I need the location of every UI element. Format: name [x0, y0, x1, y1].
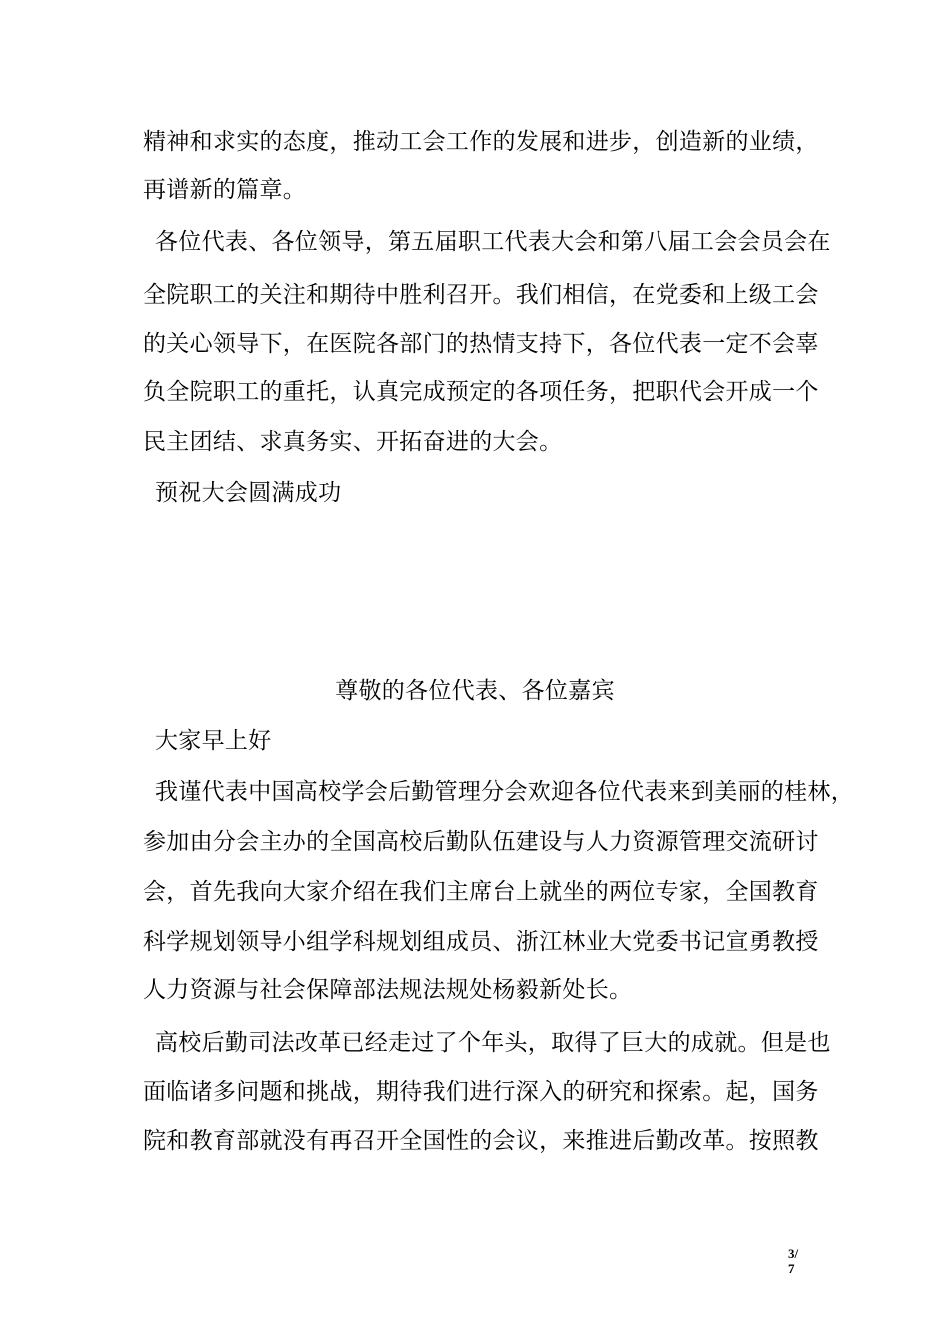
paragraph-line: 参加由分会主办的全国高校后勤队伍建设与人力资源管理交流研讨	[143, 829, 819, 855]
paragraph-line: 精神和求实的态度，推动工会工作的发展和进步，创造新的业绩，	[143, 129, 819, 155]
paragraph-line: 会，首先我向大家介绍在我们主席台上就坐的两位专家，全国教育	[143, 879, 819, 905]
paragraph-line: 科学规划领导小组学科规划组成员、浙江林业大党委书记宣勇教授	[143, 929, 819, 955]
greeting-line: 大家早上好	[155, 728, 272, 754]
paragraph-line: 面临诸多问题和挑战，期待我们进行深入的研究和探索。起，国务	[143, 1079, 819, 1105]
paragraph-line: 负全院职工的重托，认真完成预定的各项任务，把职代会开成一个	[143, 379, 819, 405]
page-number-top: 3/	[788, 1246, 799, 1261]
page-number-bottom: 7	[788, 1261, 795, 1276]
paragraph-line: 人力资源与社会保障部法规法规处杨毅新处长。	[143, 977, 633, 1003]
paragraph-line: 我谨代表中国高校学会后勤管理分会欢迎各位代表来到美丽的桂林，	[155, 779, 854, 805]
paragraph-line: 的关心领导下，在医院各部门的热情支持下，各位代表一定不会辜	[143, 331, 819, 357]
paragraph-line: 高校后勤司法改革已经走过了个年头，取得了巨大的成就。但是也	[155, 1030, 831, 1056]
paragraph-line: 各位代表、各位领导，第五届职工代表大会和第八届工会会员会在	[155, 229, 831, 255]
paragraph-line: 民主团结、求真务实、开拓奋进的大会。	[143, 429, 563, 455]
section-heading: 尊敬的各位代表、各位嘉宾	[335, 678, 615, 704]
paragraph-line: 再谱新的篇章。	[143, 177, 307, 203]
paragraph-line: 预祝大会圆满成功	[155, 480, 342, 506]
paragraph-line: 全院职工的关注和期待中胜利召开。我们相信，在党委和上级工会	[143, 282, 819, 308]
paragraph-line: 院和教育部就没有再召开全国性的会议，来推进后勤改革。按照教	[143, 1128, 819, 1154]
